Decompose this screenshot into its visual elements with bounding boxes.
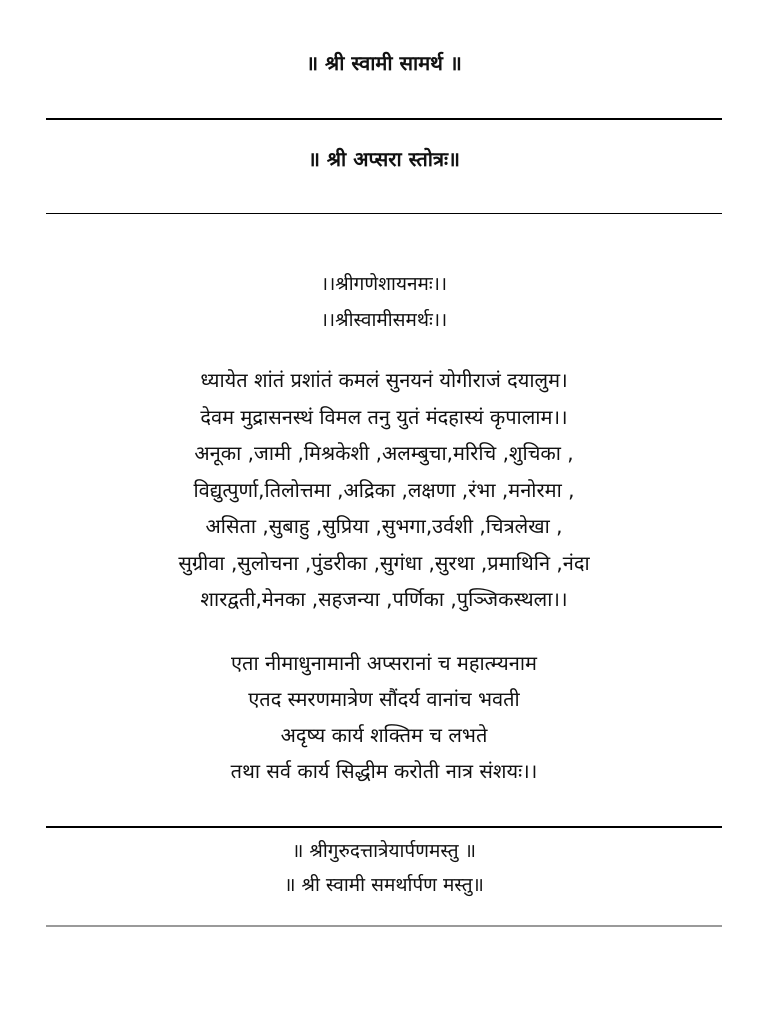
footer-divider xyxy=(46,826,722,828)
title-divider xyxy=(46,213,722,214)
phala-line: तथा सर्व कार्य सिद्धीम करोती नात्र संशयः।। xyxy=(230,759,538,783)
verse-line: शारद्वती,मेनका ,सहजन्या ,पर्णिका ,पुञ्जिकस्थला।। xyxy=(200,587,568,611)
invocation-block xyxy=(0,266,768,338)
phala-line: एतद स्मरणमात्रेण सौंदर्य वानांच भवती xyxy=(248,687,520,711)
page-header-title: ॥ श्री स्वामी सामर्थ ॥ xyxy=(306,51,462,75)
verse-line: देवम मुद्रासनस्थं विमल तनु युतं मंदहास्यं कृपालाम।। xyxy=(200,404,568,429)
header-divider xyxy=(46,118,722,120)
phala-line: अदृष्य कार्य शक्तिम च लभते xyxy=(280,723,488,747)
footer-line: ॥ श्रीगुरुदत्तात्रेयार्पणमस्तु ॥ xyxy=(292,840,476,862)
verse-line: विद्युत्पुर्णा,तिलोत्तमा ,अद्रिका ,लक्षणा ,रंभा ,मनोरमा , xyxy=(193,477,575,502)
invocation-line: ।।श्रीस्वामीसमर्थः।। xyxy=(320,309,448,331)
phala-block xyxy=(0,645,768,789)
verse-line: ध्यायेत शांतं प्रशांतं कमलं सुनयनं योगीराजं दयालुम। xyxy=(200,368,568,392)
verse-line: असिता ,सुबाहु ,सुप्रिया ,सुभगा,उर्वशी ,चित्रलेखा , xyxy=(205,514,563,538)
bottom-divider xyxy=(46,925,722,927)
stotra-title: ॥ श्री अप्सरा स्तोत्रः॥ xyxy=(307,147,461,171)
verse-line: अनूका ,जामी ,मिश्रकेशी ,अलम्बुचा,मरिचि ,शुचिका , xyxy=(194,441,574,465)
footer-block xyxy=(0,834,768,902)
verse-line: सुग्रीवा ,सुलोचना ,पुंडरीका ,सुगंधा ,सुरथा ,प्रमाथिनि ,नंदा xyxy=(178,550,590,575)
verse-block xyxy=(0,362,768,618)
phala-line: एता नीमाधुनामानी अप्सरानां च महात्म्यनाम xyxy=(230,651,538,675)
invocation-line: ।।श्रीगणेशायनमः।। xyxy=(320,273,448,295)
footer-line: ॥ श्री स्वामी समर्थार्पण मस्तु॥ xyxy=(284,874,484,896)
